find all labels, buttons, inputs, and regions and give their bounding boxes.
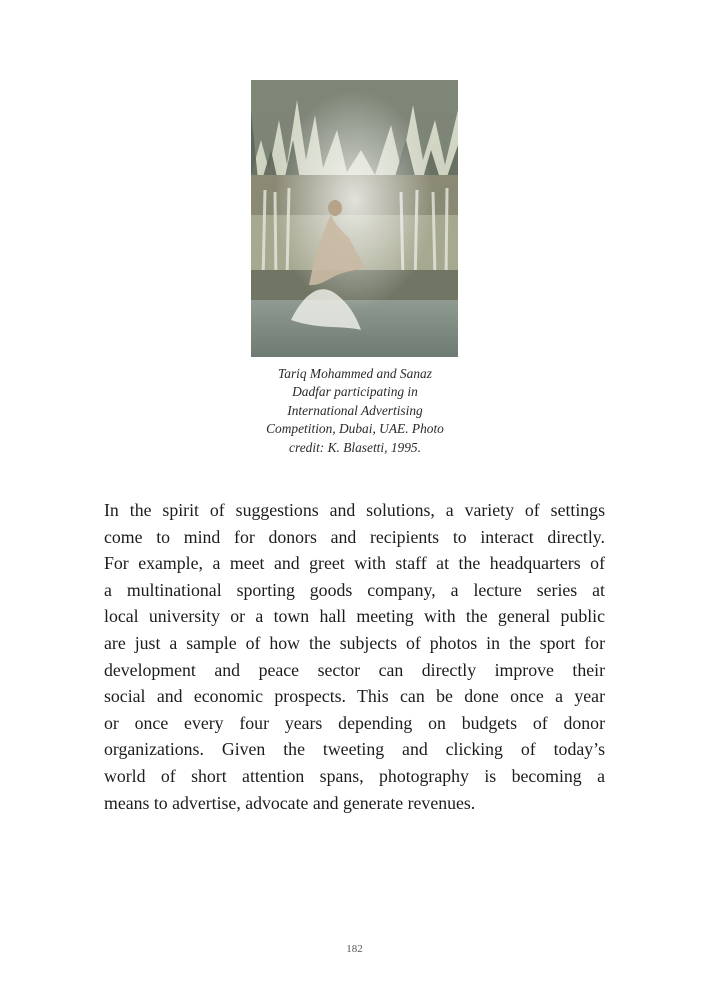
caption-line: Dadfar participating in <box>292 384 418 400</box>
caption-line: Tariq Mohammed and Sanaz <box>278 366 432 381</box>
caption-line: credit: K. Blasetti, 1995. <box>289 439 421 455</box>
paragraph-line: In the spirit of suggestions and solutions, a variety of settings <box>104 500 605 520</box>
paragraph-line: development and peace sector can directly improve their <box>104 659 605 680</box>
paragraph-line: a multinational sporting goods company, a lecture series at <box>104 579 605 600</box>
paragraph-line: means to advertise, advocate and generate revenues. <box>104 792 476 813</box>
paragraph-line: organizations. Given the tweeting and clicking of today’s <box>104 739 605 760</box>
paragraph-line: come to mind for donors and recipients to interact directly. <box>104 526 605 547</box>
photo-caption <box>240 365 470 457</box>
waterfall-photo <box>251 80 458 357</box>
paragraph-line: local university or a town hall meeting with the general public <box>104 606 605 627</box>
paragraph-line: world of short attention spans, photography is becoming a <box>104 765 605 786</box>
caption-line: International Advertising <box>287 402 423 418</box>
paragraph-line: or once every four years depending on budgets of donor <box>104 712 605 733</box>
caption-line: Competition, Dubai, UAE. Photo <box>266 421 444 437</box>
body-paragraph <box>104 497 605 816</box>
paragraph-line: social and economic prospects. This can be done once a year <box>104 686 605 707</box>
paragraph-line: For example, a meet and greet with staff at the headquarters of <box>104 553 605 574</box>
paragraph-line: are just a sample of how the subjects of photos in the sport for <box>104 632 605 653</box>
page-number: 182 <box>346 943 363 955</box>
